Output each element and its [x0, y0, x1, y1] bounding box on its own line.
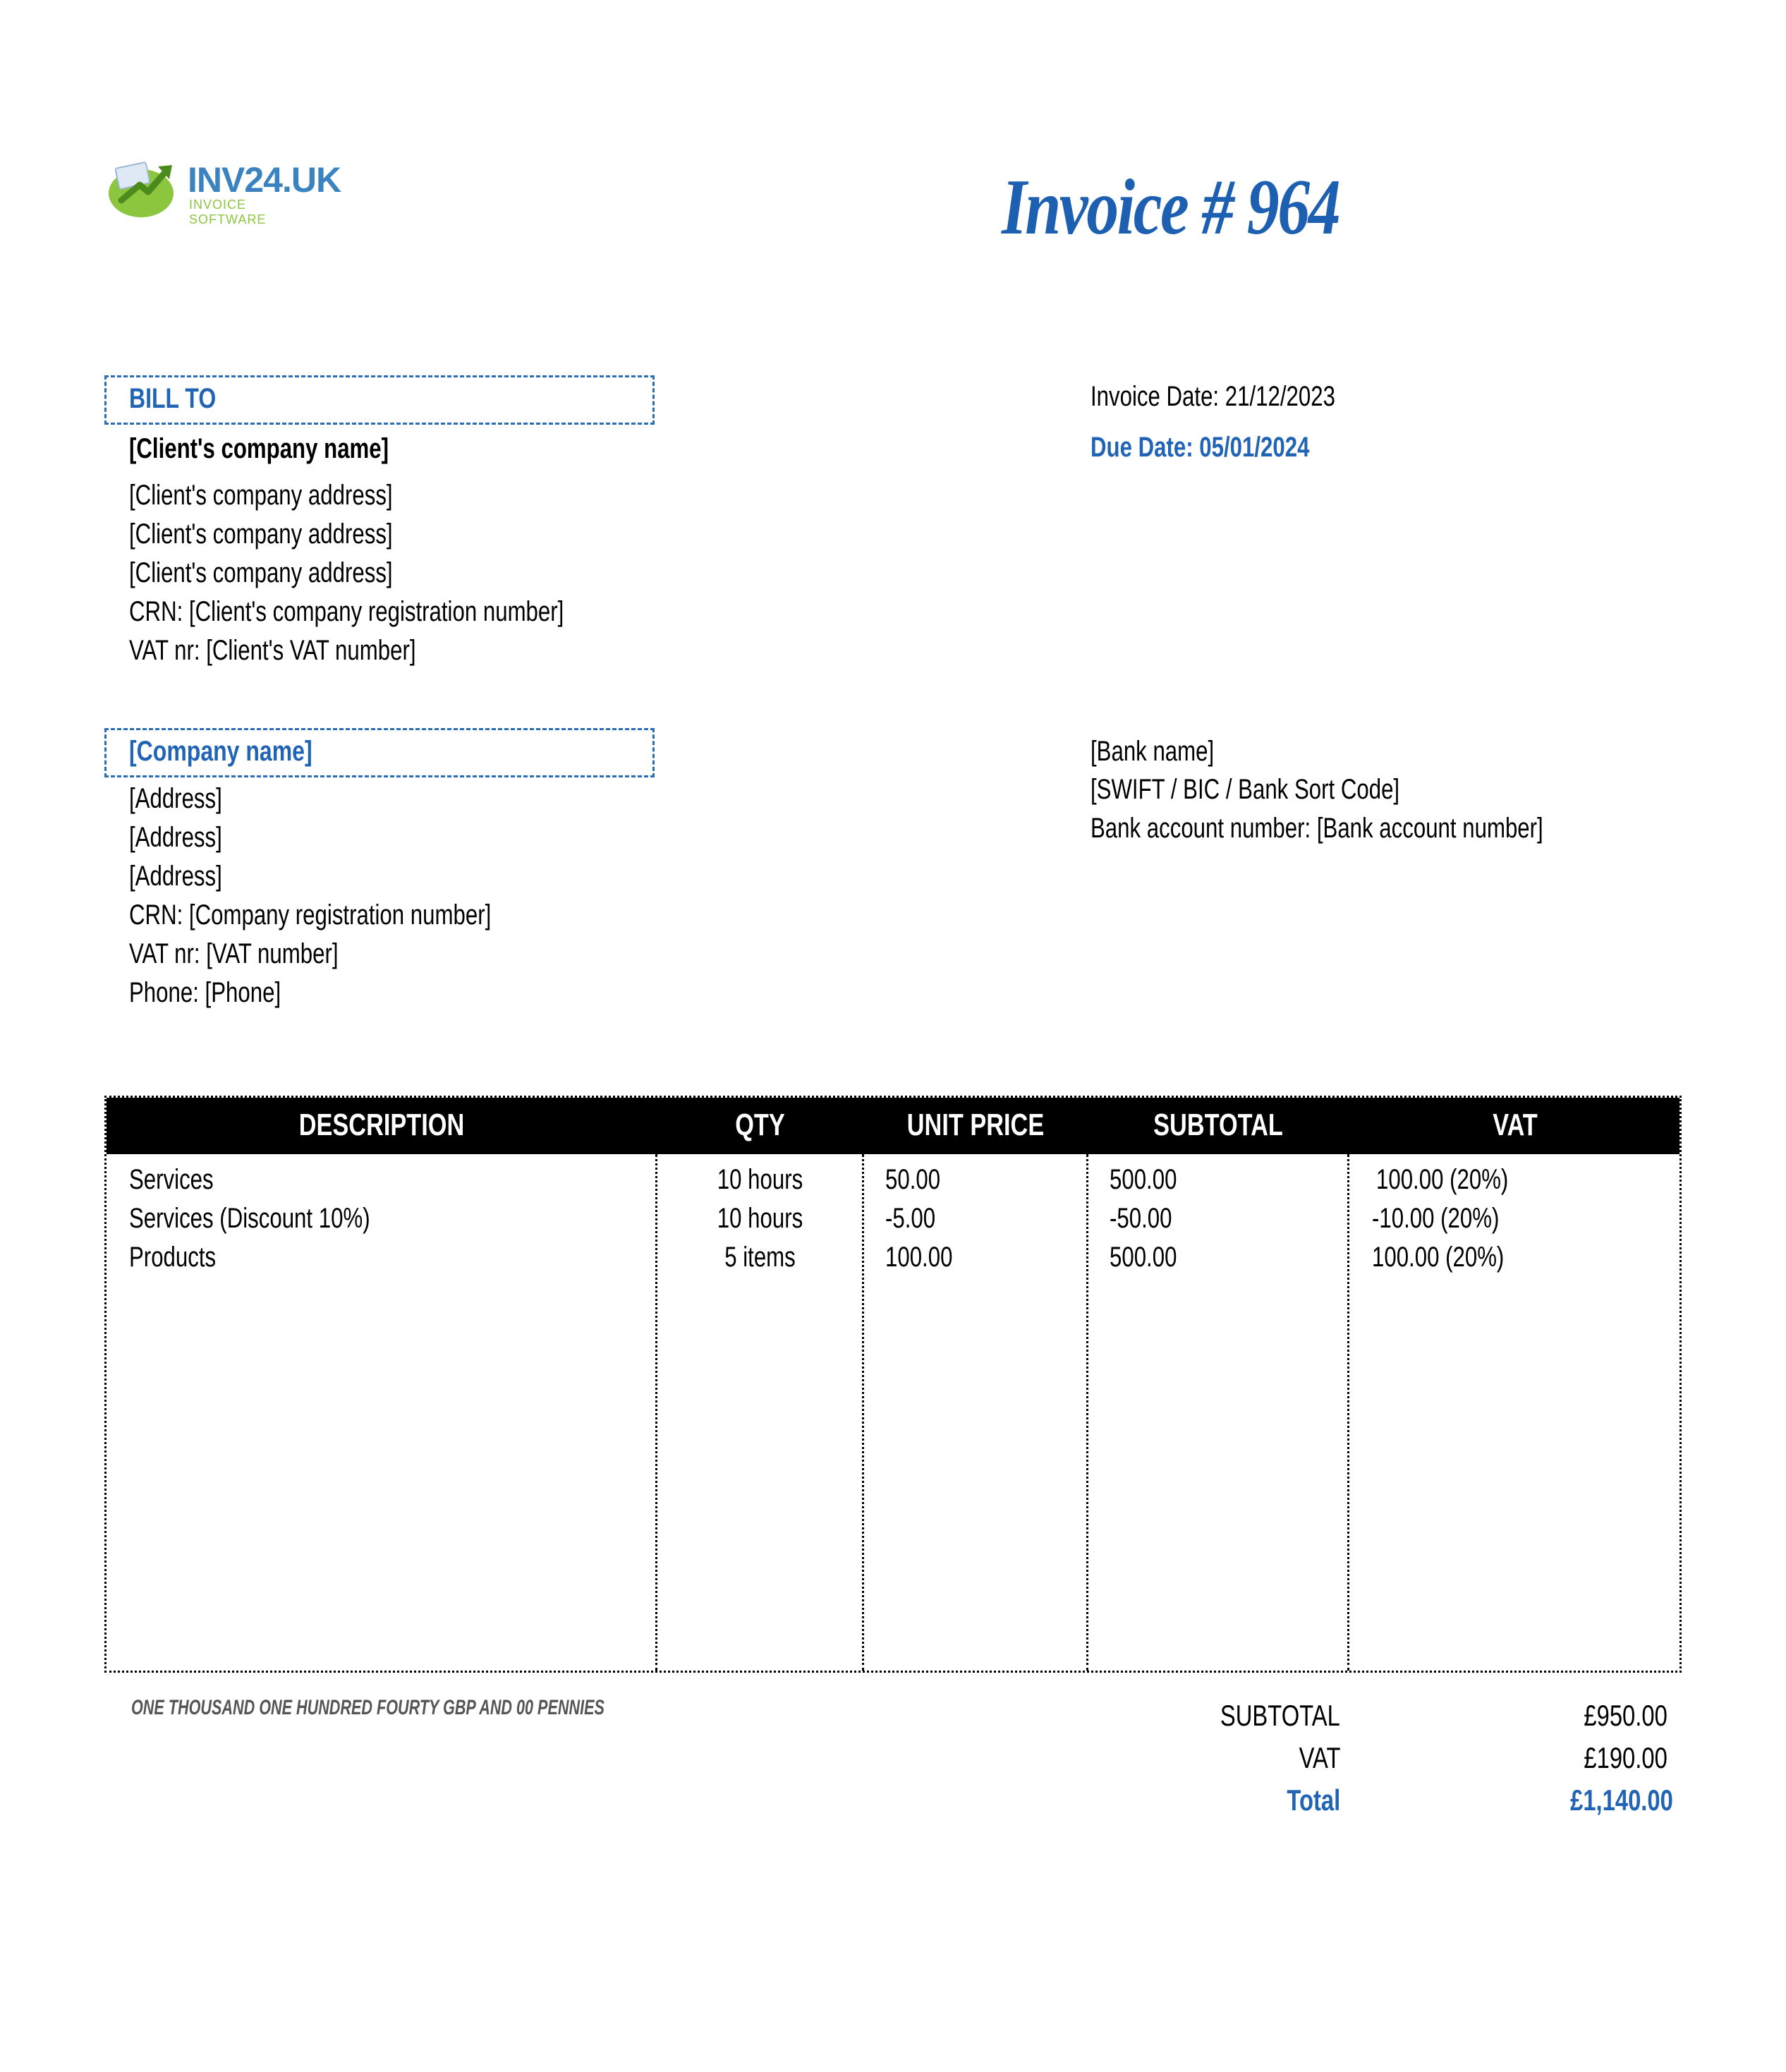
client-crn: CRN: [Client's company registration number]	[129, 596, 564, 627]
seller-crn: CRN: [Company registration number]	[129, 899, 492, 931]
logo-tagline: INVOICE SOFTWARE	[189, 198, 267, 226]
seller-vat: VAT nr: [VAT number]	[129, 938, 339, 969]
vat-value: £190.00	[1584, 1741, 1667, 1774]
logo-brand-text: INV24.UK	[188, 160, 341, 200]
bill-to-heading: BILL TO	[129, 383, 217, 414]
bank-name: [Bank name]	[1091, 736, 1215, 767]
row-vat: 100.00 (20%)	[1372, 1242, 1505, 1273]
client-address-line: [Client's company address]	[129, 557, 393, 588]
subtotal-value: £950.00	[1584, 1699, 1667, 1732]
row-description: Services (Discount 10%)	[129, 1203, 370, 1234]
column-divider	[655, 1154, 657, 1671]
vat-label: VAT	[1299, 1741, 1340, 1774]
column-header-unit-price: UNIT PRICE	[906, 1108, 1045, 1142]
row-vat: -10.00 (20%)	[1372, 1203, 1500, 1234]
row-vat: 100.00 (20%)	[1376, 1164, 1509, 1195]
invoice-title: Invoice # 964	[1002, 164, 1340, 251]
seller-address-line: [Address]	[129, 822, 222, 853]
table-header	[107, 1098, 1679, 1154]
column-header-subtotal: SUBTOTAL	[1153, 1108, 1283, 1142]
row-subtotal: 500.00	[1110, 1242, 1177, 1273]
column-divider	[862, 1154, 864, 1671]
logo-icon	[107, 154, 178, 222]
row-qty: 10 hours	[717, 1203, 803, 1234]
row-description: Services	[129, 1164, 214, 1195]
seller-address-line: [Address]	[129, 861, 222, 892]
row-subtotal: -50.00	[1110, 1203, 1172, 1234]
due-date: Due Date: 05/01/2024	[1091, 432, 1310, 463]
bill-to-header-box	[104, 375, 655, 425]
row-unit-price: -5.00	[885, 1203, 936, 1234]
row-description: Products	[129, 1242, 217, 1273]
column-divider	[1086, 1154, 1088, 1671]
column-divider	[1347, 1154, 1349, 1671]
column-header-vat: VAT	[1493, 1108, 1538, 1142]
column-header-description: DESCRIPTION	[298, 1108, 465, 1142]
amount-in-words: ONE THOUSAND ONE HUNDRED FOURTY GBP AND 00 PENNIES	[131, 1696, 605, 1719]
seller-company-name: [Company name]	[129, 736, 312, 767]
seller-phone: Phone: [Phone]	[129, 977, 281, 1008]
items-table	[104, 1096, 1682, 1673]
row-qty: 5 items	[724, 1242, 796, 1273]
seller-header-box	[104, 728, 655, 777]
bank-account-number: Bank account number: [Bank account number]	[1091, 813, 1543, 844]
total-label: Total	[1287, 1783, 1340, 1817]
seller-address-line: [Address]	[129, 783, 222, 814]
client-address-line: [Client's company address]	[129, 519, 393, 550]
client-address-line: [Client's company address]	[129, 480, 393, 511]
row-subtotal: 500.00	[1110, 1164, 1177, 1195]
subtotal-label: SUBTOTAL	[1220, 1699, 1340, 1732]
row-unit-price: 100.00	[885, 1242, 953, 1273]
client-vat: VAT nr: [Client's VAT number]	[129, 635, 416, 666]
row-unit-price: 50.00	[885, 1164, 941, 1195]
total-value: £1,140.00	[1570, 1783, 1673, 1817]
column-header-qty: QTY	[735, 1108, 785, 1142]
company-logo	[107, 154, 341, 226]
row-qty: 10 hours	[717, 1164, 803, 1195]
client-company-name: [Client's company name]	[129, 433, 389, 464]
bank-swift: [SWIFT / BIC / Bank Sort Code]	[1091, 774, 1400, 805]
invoice-date: Invoice Date: 21/12/2023	[1091, 381, 1335, 412]
